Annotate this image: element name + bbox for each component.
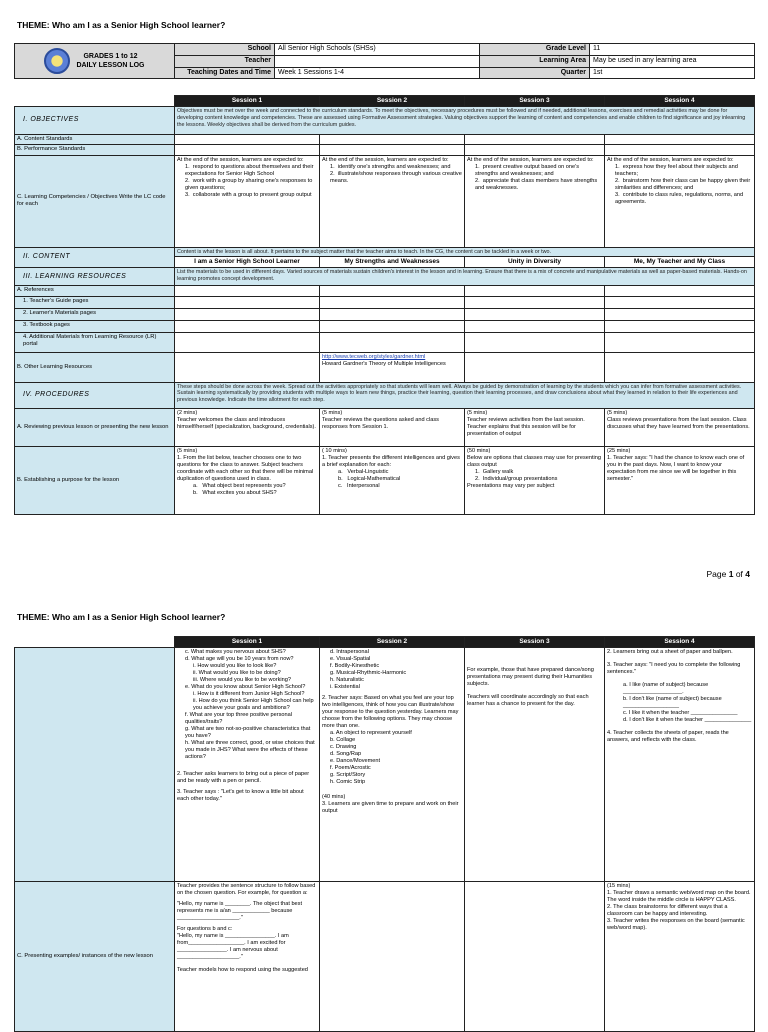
session-2-header: Session 2 xyxy=(320,96,465,107)
references-label: A. References xyxy=(15,286,175,296)
content-standards-label: A. Content Standards xyxy=(15,135,175,145)
teacher-value xyxy=(275,55,480,67)
purpose-session-1: (5 mins) 1. From the list below, teacher chooses one to two questions for the class to answer. Subject teachers coordinate with each other so that there will be minimal duplication of questions used in class. a. What object best represents you? b. What excites you about SHS? xyxy=(175,446,320,514)
learning-competencies-label: C. Learning Competencies / Objectives Write the LC code for each xyxy=(15,155,175,247)
teachers-guide-label: 1. Teacher's Guide pages xyxy=(15,296,175,308)
objectives-title: I. OBJECTIVES xyxy=(15,107,175,135)
school-label: School xyxy=(175,44,275,56)
dates-value: Week 1 Sessions 1-4 xyxy=(275,67,480,79)
lesson-log-table-page-2 xyxy=(14,636,755,1032)
lesson-log-table xyxy=(14,95,755,515)
other-resources-session-2: http://www.tecweb.org/styles/gardner.html Howard Gardner's Theory of Multiple Intelligences xyxy=(320,352,465,382)
examples-session-4: (15 mins) 1. Teacher draws a semantic web/word map on the board. The word inside the middle circle is HAPPY CLASS. 2. The class brainstorms for different ways that a classroom can be happy and interesting. 3. Teacher writes the responses on the board (semantic web/word map). xyxy=(605,882,755,1032)
review-session-4: (5 mins) Class reviews presentations from the last session. Class discusses what they have learned from the presentations. xyxy=(605,408,755,446)
school-value: All Senior High Schools (SHSs) xyxy=(275,44,480,56)
resources-desc: List the materials to be used in different days. Varied sources of materials sustain children's interest in the lesson and in learning. Ensure that there is a mix of concrete and manipulative materials as well as paper-based materials. Hands-on learning promotes concept development. xyxy=(175,268,755,286)
session-3-header: Session 3 xyxy=(465,96,605,107)
p2-session-2-header: Session 2 xyxy=(320,637,465,648)
p2-session-2-cont: d. Intrapersonal e. Visual-Spatial f. Bodily-Kinesthetic g. Musical-Rhythmic-Harmonic h. Naturalistic i. Existential 2. Teacher says: Based on what you feel are your top two intelligences, think of how you can illustrate/show your response to the question yesterday. Learners may choose from the following options. They may choose more than one. a. An object to represent yourself b. Collage c. Drawing d. Song/Rap e. Dance/Movement f. Poem/Acrostic g. Script/Story h. Comic Strip (40 mins) 3. Learners are given time to prepare and work on their output xyxy=(320,648,465,882)
p2-session-1-header: Session 1 xyxy=(175,637,320,648)
other-resources-label: B. Other Learning Resources xyxy=(15,352,175,382)
lc-session-3: At the end of the session, learners are expected to: 1. present creative output based on one's strengths and weaknesses; and 2. appreciate that class members have strengths and weaknesses. xyxy=(465,155,605,247)
review-session-2: (5 mins) Teacher reviews the questions asked and class responses from Session 1. xyxy=(320,408,465,446)
examples-session-1: Teacher provides the sentence structure to follow based on the chosen question. For example, for question a: "Hello, my name is ________. The object that best represents me is a/an ____________ because ____________________." For questions b and c: "Hello, my name is ________________. I am from__________________. I am excited for ________________. I am nervous about ____________________." Teacher models how to respond using the suggested xyxy=(175,882,320,1032)
performance-standards-label: B. Performance Standards xyxy=(15,145,175,155)
review-session-1: (2 mins) Teacher welcomes the class and introduces himself/herself (specialization, background, credentials). xyxy=(175,408,320,446)
theme-title-page-2: THEME: Who am I as a Senior High School learner? xyxy=(17,612,226,622)
p2-session-3-cont: For example, those that have prepared dance/song presentations may present during their Humanities subjects. Teachers will coordinate accordingly so that each learner has a chance to present for the day. xyxy=(465,648,605,882)
reviewing-lesson-label: A. Reviewing previous lesson or presenting the new lesson xyxy=(15,408,175,446)
grade-label: Grade Level xyxy=(480,44,590,56)
p2-session-1-cont: c. What makes you nervous about SHS? d. What age will you be 10 years from now? i. How would you like to look like? ii. What would you like to be doing? iii. Where would you like to be working? e. What do you know about Senior High School? i. How is it different from Junior High School? ii. How do you think Senior High School can help you achieve your goals and ambitions? f. What are your top three positive personal qualities/traits? g. What are two not-so-positive characteristics that you have? h. What are three correct, good, or wise choices that you made in JHS? What were the effects of these actions? 2. Teacher asks learners to bring out a piece of paper and be ready with a pen or pencil. 3. Teacher says : "Let's get to know a little bit about each other today." xyxy=(175,648,320,882)
review-session-3: (5 mins) Teacher reviews activities from the last session. Teacher explains that this session will be for presentation of output xyxy=(465,408,605,446)
gardner-link[interactable]: http://www.tecweb.org/styles/gardner.html xyxy=(322,353,426,360)
area-label: Learning Area xyxy=(480,55,590,67)
content-desc: Content is what the lesson is all about. It pertains to the subject matter that the teacher aims to teach. In the CG, the content can be tackled in a week or two. xyxy=(175,247,755,257)
lr-portal-label: 4. Additional Materials from Learning Resource (LR) portal xyxy=(15,332,175,352)
session-4-header: Session 4 xyxy=(605,96,755,107)
purpose-session-2: ( 10 mins) 1. Teacher presents the different intelligences and gives a brief explanation for each: a. Verbal-Linguistic b. Logical-Mathematical c. Interpersonal xyxy=(320,446,465,514)
logo-cell xyxy=(15,44,175,79)
grade-value: 11 xyxy=(590,44,755,56)
content-session-1: I am a Senior High School Learner xyxy=(175,257,320,268)
content-title: II. CONTENT xyxy=(15,247,175,268)
purpose-session-4: (25 mins) 1. Teacher says: "I had the chance to know each one of you in the past days. Now, I want to know your expectation from me since we will be together in this semester." xyxy=(605,446,755,514)
learners-materials-label: 2. Learner's Materials pages xyxy=(15,308,175,320)
teacher-label: Teacher xyxy=(175,55,275,67)
establishing-purpose-label: B. Establishing a purpose for the lesson xyxy=(15,446,175,514)
area-value: May be used in any learning area xyxy=(590,55,755,67)
deped-seal-icon xyxy=(44,48,70,74)
purpose-session-3: (50 mins) Below are options that classes may use for presenting class output 1. Gallery walk 2. Individual/group presentations Presentations may vary per subject xyxy=(465,446,605,514)
p2-continued-label xyxy=(15,648,175,882)
session-1-header: Session 1 xyxy=(175,96,320,107)
content-session-3: Unity in Diversity xyxy=(465,257,605,268)
page-number: Page 1 of 4 xyxy=(706,569,750,579)
lc-session-4: At the end of the session, learners are expected to: 1. express how they feel about their subjects and teachers; 2. brainstorm how their class can be happy given their similarities and differences; and 3. contribute to class rules, regulations, norms, and agreements. xyxy=(605,155,755,247)
textbook-label: 3. Textbook pages xyxy=(15,320,175,332)
dll-title: GRADES 1 to 12 DAILY LESSON LOG xyxy=(76,53,145,70)
header-table xyxy=(14,43,755,79)
theme-title: THEME: Who am I as a Senior High School learner? xyxy=(17,20,226,30)
p2-session-3-header: Session 3 xyxy=(465,637,605,648)
lc-session-2: At the end of the session, learners are expected to: 1. identify one's strengths and weaknesses; and 2. illustrate/show responses through various creative means. xyxy=(320,155,465,247)
content-session-4: Me, My Teacher and My Class xyxy=(605,257,755,268)
resources-title: III. LEARNING RESOURCES xyxy=(15,268,175,286)
dates-label: Teaching Dates and Time xyxy=(175,67,275,79)
procedures-title: IV. PROCEDURES xyxy=(15,382,175,408)
content-session-2: My Strengths and Weaknesses xyxy=(320,257,465,268)
presenting-examples-label: C. Presenting examples/ instances of the new lesson xyxy=(15,882,175,1032)
p2-session-4-cont: 2. Learners bring out a sheet of paper and ballpen. 3. Teacher says: "I need you to complete the following sentences." a. I like (name of subject) because ___________________. b. I don't like (name of subject) because __________________ c. I like it when the teacher _______________ d. I don't like it when the teacher _______________ 4. Teacher collects the sheets of paper, reads the answers, and reflects with the class. xyxy=(605,648,755,882)
p2-session-4-header: Session 4 xyxy=(605,637,755,648)
quarter-value: 1st xyxy=(590,67,755,79)
procedures-desc: These steps should be done across the week. Spread out the activities appropriately so that students will learn well. Always be guided by demonstration of learning by the students which you can infer from formative assessment activities. Sustain learning systematically by providing students with multiple ways to learn new things, practice their learning, question their learning processes, and draw conclusions about what they learned in relation to their life experiences and previous knowledge. Indicate the time allotment for each step. xyxy=(175,382,755,408)
lc-session-1: At the end of the session, learners are expected to: 1. respond to questions about themselves and their expectations for Senior High School 2. work with a group by sharing one's responses to given questions; 3. collaborate with a group to present group output xyxy=(175,155,320,247)
quarter-label: Quarter xyxy=(480,67,590,79)
objectives-desc: Objectives must be met over the week and connected to the curriculum standards. To meet the objectives, necessary procedures must be followed and if needed, additional lessons, exercises and remedial activities may be done for developing content knowledge and competencies. These are assessed using Formative Assessment strategies. Valuing objectives support the learning of content and competencies and enable children to find significance and joy inlearning the lessons. Weekly objectives shall be derived from the curriculum guides. xyxy=(175,107,755,135)
